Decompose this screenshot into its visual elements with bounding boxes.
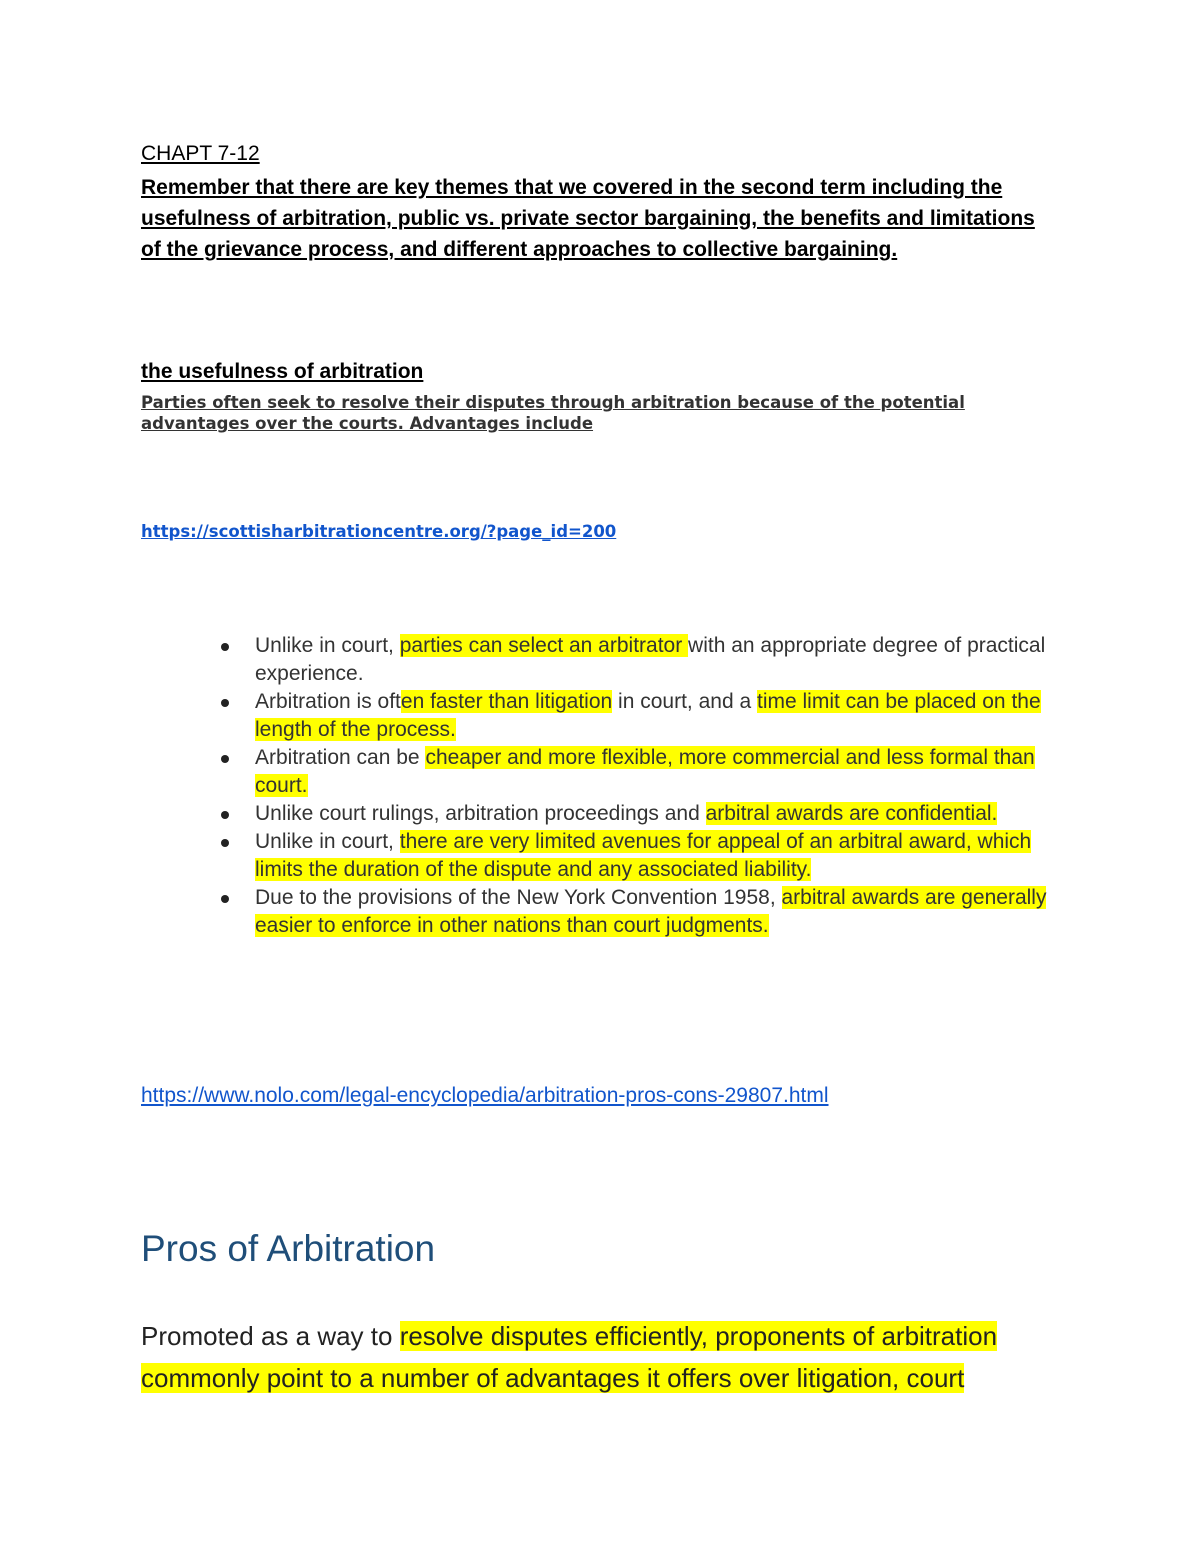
- list-item: [213, 744, 1063, 800]
- highlighted-text: cheaper and more flexible, more commercial and less formal than court.: [255, 746, 1035, 797]
- highlighted-text: en faster than litigation: [400, 690, 613, 713]
- section-heading: the usefulness of arbitration: [141, 360, 424, 383]
- section-intro: Parties often seek to resolve their disputes through arbitration because of the potential advantages over the courts. Advantages include: [141, 393, 965, 433]
- pros-highlighted-text: resolve disputes efficiently, proponents of arbitration commonly point to a number of advantages it offers over litigation, court: [141, 1321, 998, 1393]
- highlighted-text: parties can select an arbitrator: [399, 634, 689, 657]
- bullet-text: Arbitration is oft: [255, 690, 401, 713]
- chapter-label: CHAPT 7-12: [141, 142, 260, 165]
- bullet-text: Unlike in court,: [255, 634, 400, 657]
- scottish-arbitration-link[interactable]: https://scottisharbitrationcentre.org/?page_id=200: [141, 522, 617, 541]
- bullet-icon: [221, 895, 229, 903]
- highlighted-text: arbitral awards are confidential.: [705, 802, 998, 825]
- bullet-text: Arbitration can be: [255, 746, 426, 769]
- bullet-icon: [221, 811, 229, 819]
- bullet-icon: [221, 643, 229, 651]
- pros-heading: Pros of Arbitration: [141, 1228, 436, 1269]
- list-item: [213, 828, 1063, 884]
- list-item: [213, 884, 1063, 940]
- highlighted-text: arbitral awards are generally easier to enforce in other nations than court judgments.: [255, 886, 1047, 937]
- nolo-link[interactable]: https://www.nolo.com/legal-encyclopedia/arbitration-pros-cons-29807.html: [141, 1084, 829, 1107]
- reminder-text: Remember that there are key themes that we covered in the second term including the usefulness of arbitration, public vs. private sector bargaining, the benefits and limitations of the grievance process, and different approaches to collective bargaining.: [141, 176, 1035, 261]
- bullet-icon: [221, 839, 229, 847]
- advantages-list: [213, 632, 1063, 940]
- list-item: [213, 632, 1063, 688]
- list-item: [213, 800, 1063, 828]
- pros-text: Promoted as a way to: [141, 1321, 400, 1351]
- bullet-icon: [221, 755, 229, 763]
- list-item: [213, 688, 1063, 744]
- highlighted-text: time limit can be placed on the length of the process.: [255, 690, 1041, 741]
- bullet-text: Due to the provisions of the New York Convention 1958,: [255, 886, 782, 909]
- bullet-icon: [221, 699, 229, 707]
- bullet-text: Unlike in court,: [255, 830, 400, 853]
- bullet-text: in court, and a: [612, 690, 757, 713]
- highlighted-text: there are very limited avenues for appeal of an arbitral award, which limits the duration of the dispute and any associated liability.: [255, 830, 1032, 881]
- pros-paragraph: [141, 1315, 1071, 1399]
- bullet-text: with an appropriate degree of practical experience.: [255, 634, 1046, 685]
- bullet-text: Unlike court rulings, arbitration proceedings and: [255, 802, 706, 825]
